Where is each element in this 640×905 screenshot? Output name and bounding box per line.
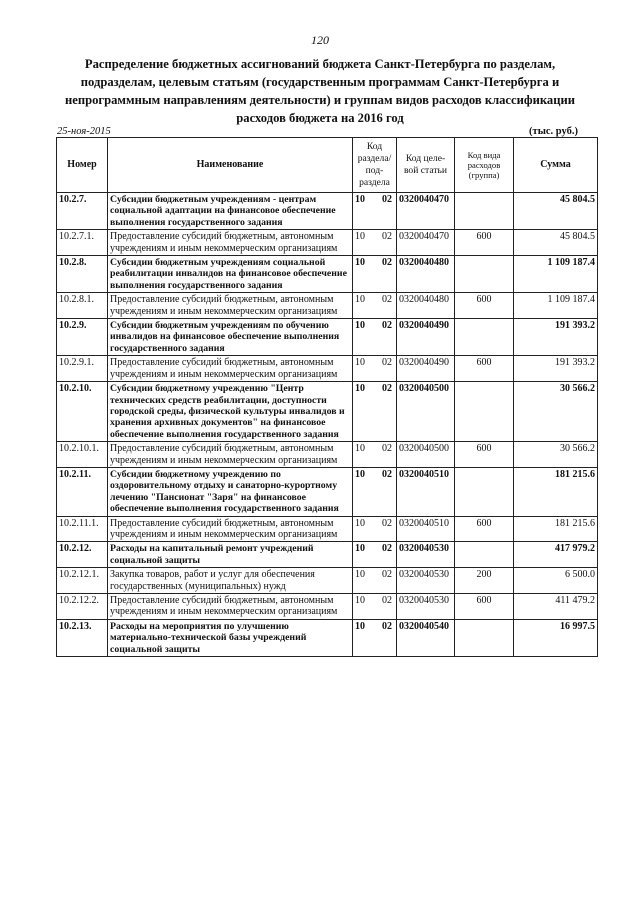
row-target-code: 0320040540 (397, 619, 455, 656)
row-expense-group: 600 (455, 230, 514, 256)
table-row (57, 542, 598, 568)
row-number: 10.2.12.2. (57, 594, 108, 620)
row-name: Субсидии бюджетным учреждениям социальной реабилитации инвалидов на финансовое обеспечение выполнения государственного задания (108, 256, 353, 293)
row-number: 10.2.7.1. (57, 230, 108, 256)
row-expense-group (455, 319, 514, 356)
row-name: Расходы на капитальный ремонт учреждений социальной защиты (108, 542, 353, 568)
section-code-pair (355, 257, 394, 268)
header-target-code: Код целе- вой статьи (397, 138, 455, 193)
row-section-code (353, 542, 397, 568)
row-target-code: 0320040490 (397, 356, 455, 382)
row-name: Расходы на мероприятия по улучшению материально-технической базы учреждений социальной защиты (108, 619, 353, 656)
table-row (57, 619, 598, 656)
row-number: 10.2.11.1. (57, 516, 108, 542)
row-section-code (353, 568, 397, 594)
table-row (57, 516, 598, 542)
section-code-pair (355, 543, 394, 554)
subsection-code: 02 (382, 357, 392, 369)
row-amount: 6 500.0 (514, 568, 598, 594)
row-expense-group (455, 619, 514, 656)
row-section-code (353, 230, 397, 256)
subsection-code: 02 (382, 620, 392, 632)
subsection-code: 02 (382, 517, 392, 529)
subsection-code: 02 (382, 257, 392, 269)
row-expense-group: 600 (455, 356, 514, 382)
row-section-code (353, 619, 397, 656)
row-amount: 30 566.2 (514, 442, 598, 468)
row-target-code: 0320040500 (397, 382, 455, 442)
row-amount: 16 997.5 (514, 619, 598, 656)
header-number: Номер (57, 138, 108, 193)
row-name: Субсидии бюджетному учреждению по оздоровительному отдыху и санаторно-курортному лечению "Пансионат "Заря" на финансовое обеспечение выполнения государственного задания (108, 467, 353, 516)
table-row (57, 594, 598, 620)
header-section-code: Код раздела/ под- раздела (353, 138, 397, 193)
section-code-pair (355, 294, 394, 305)
section-code: 10 (355, 468, 365, 480)
row-amount: 181 215.6 (514, 467, 598, 516)
row-section-code (353, 594, 397, 620)
row-amount: 1 109 187.4 (514, 293, 598, 319)
section-code: 10 (355, 257, 365, 269)
row-amount: 181 215.6 (514, 516, 598, 542)
section-code-pair (355, 621, 394, 632)
table-row (57, 356, 598, 382)
section-code-pair (355, 383, 394, 394)
section-code: 10 (355, 231, 365, 243)
units-label: (тыс. руб.) (529, 126, 578, 137)
subsection-code: 02 (382, 383, 392, 395)
row-name: Предоставление субсидий бюджетным, автономным учреждениям и иным некоммерческим организациям (108, 594, 353, 620)
row-number: 10.2.9.1. (57, 356, 108, 382)
table-row (57, 382, 598, 442)
row-amount: 191 393.2 (514, 356, 598, 382)
row-section-code (353, 516, 397, 542)
document-title: Распределение бюджетных ассигнований бюджета Санкт-Петербурга по разделам, подразделам, целевым статьям (государственным программам Санкт-Петербурга и непрограммным направлениям деятельности) и группам видов расходов классификации расходов бюджета на 2016 год (65, 57, 575, 125)
row-number: 10.2.12.1. (57, 568, 108, 594)
row-target-code: 0320040530 (397, 594, 455, 620)
row-amount: 417 979.2 (514, 542, 598, 568)
table-row (57, 293, 598, 319)
row-target-code: 0320040500 (397, 442, 455, 468)
row-section-code (353, 356, 397, 382)
subsection-code: 02 (382, 468, 392, 480)
row-name: Предоставление субсидий бюджетным, автономным учреждениям и иным некоммерческим организациям (108, 516, 353, 542)
subsection-code: 02 (382, 443, 392, 455)
row-section-code (353, 442, 397, 468)
section-code: 10 (355, 383, 365, 395)
row-amount: 45 804.5 (514, 230, 598, 256)
row-name: Предоставление субсидий бюджетным, автономным учреждениям и иным некоммерческим организациям (108, 442, 353, 468)
header-expense-group: Код вида расходов (группа) (455, 138, 514, 193)
row-name: Предоставление субсидий бюджетным, автономным учреждениям и иным некоммерческим организациям (108, 356, 353, 382)
row-number: 10.2.8.1. (57, 293, 108, 319)
section-code: 10 (355, 443, 365, 455)
row-expense-group (455, 467, 514, 516)
row-expense-group: 600 (455, 442, 514, 468)
section-code: 10 (355, 620, 365, 632)
row-section-code (353, 293, 397, 319)
row-number: 10.2.8. (57, 256, 108, 293)
section-code: 10 (355, 543, 365, 555)
row-expense-group: 600 (455, 516, 514, 542)
row-number: 10.2.13. (57, 619, 108, 656)
row-number: 10.2.9. (57, 319, 108, 356)
subsection-code: 02 (382, 320, 392, 332)
row-expense-group: 200 (455, 568, 514, 594)
row-number: 10.2.11. (57, 467, 108, 516)
header-amount: Сумма (514, 138, 598, 193)
row-target-code: 0320040470 (397, 230, 455, 256)
row-name: Предоставление субсидий бюджетным, автономным учреждениям и иным некоммерческим организациям (108, 293, 353, 319)
row-target-code: 0320040510 (397, 516, 455, 542)
row-amount: 45 804.5 (514, 193, 598, 230)
subsection-code: 02 (382, 569, 392, 581)
budget-table (56, 137, 598, 657)
section-code-pair (355, 469, 394, 480)
document-date: 25-ноя-2015 (57, 126, 111, 137)
section-code-pair (355, 320, 394, 331)
section-code-pair (355, 357, 394, 368)
row-name: Закупка товаров, работ и услуг для обеспечения государственных (муниципальных) нужд (108, 568, 353, 594)
row-section-code (353, 382, 397, 442)
row-name: Субсидии бюджетным учреждениям по обучению инвалидов на финансовое обеспечение выполнения государственного задания (108, 319, 353, 356)
row-number: 10.2.10.1. (57, 442, 108, 468)
row-target-code: 0320040480 (397, 293, 455, 319)
row-section-code (353, 467, 397, 516)
row-amount: 30 566.2 (514, 382, 598, 442)
section-code: 10 (355, 194, 365, 205)
subsection-code: 02 (382, 543, 392, 555)
section-code-pair (355, 194, 394, 205)
row-target-code: 0320040530 (397, 568, 455, 594)
row-expense-group (455, 193, 514, 230)
table-header-row (57, 138, 598, 193)
row-name: Предоставление субсидий бюджетным, автономным учреждениям и иным некоммерческим организациям (108, 230, 353, 256)
section-code: 10 (355, 357, 365, 369)
table-row (57, 467, 598, 516)
section-code: 10 (355, 320, 365, 332)
section-code-pair (355, 443, 394, 454)
subsection-code: 02 (382, 294, 392, 306)
row-section-code (353, 319, 397, 356)
row-section-code (353, 193, 397, 230)
section-code-pair (355, 518, 394, 529)
row-expense-group: 600 (455, 293, 514, 319)
table-body (57, 193, 598, 657)
header-name: Наименование (108, 138, 353, 193)
row-name: Субсидии бюджетному учреждению "Центр технических средств реабилитации, доступности городской среды, физической культуры инвалидов и хранения архивных документов" на финансовое обеспечение выполнения государственного задания (108, 382, 353, 442)
section-code-pair (355, 569, 394, 580)
table-row (57, 193, 598, 230)
row-amount: 1 109 187.4 (514, 256, 598, 293)
section-code: 10 (355, 294, 365, 306)
row-target-code: 0320040530 (397, 542, 455, 568)
row-target-code: 0320040470 (397, 193, 455, 230)
section-code: 10 (355, 595, 365, 606)
section-code-pair (355, 595, 394, 606)
table-row (57, 568, 598, 594)
subsection-code: 02 (382, 231, 392, 243)
row-amount: 411 479.2 (514, 594, 598, 620)
table-row (57, 442, 598, 468)
row-expense-group (455, 542, 514, 568)
row-expense-group (455, 382, 514, 442)
row-target-code: 0320040480 (397, 256, 455, 293)
row-number: 10.2.12. (57, 542, 108, 568)
table-row (57, 256, 598, 293)
row-expense-group (455, 256, 514, 293)
row-number: 10.2.7. (57, 193, 108, 230)
row-name: Субсидии бюджетным учреждениям - центрам социальной адаптации на финансовое обеспечение выполнения государственного задания (108, 193, 353, 230)
page-number: 120 (311, 33, 329, 47)
table-row (57, 230, 598, 256)
row-target-code: 0320040510 (397, 467, 455, 516)
subsection-code: 02 (382, 194, 392, 205)
section-code: 10 (355, 569, 365, 581)
row-target-code: 0320040490 (397, 319, 455, 356)
row-number: 10.2.10. (57, 382, 108, 442)
subsection-code: 02 (382, 595, 392, 606)
table-row (57, 319, 598, 356)
row-expense-group: 600 (455, 594, 514, 620)
row-amount: 191 393.2 (514, 319, 598, 356)
section-code: 10 (355, 517, 365, 529)
row-section-code (353, 256, 397, 293)
section-code-pair (355, 231, 394, 242)
